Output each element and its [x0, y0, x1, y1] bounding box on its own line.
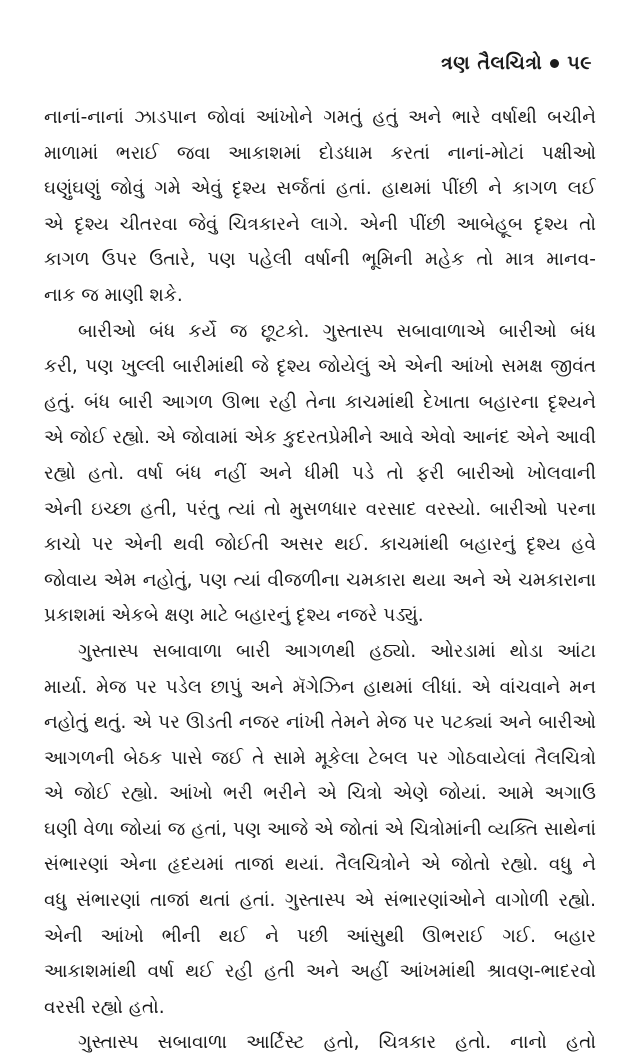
text-line: આગળની બેઠક પાસે જઈ તે સામે મૂકેલા ટેબલ પર ગોઠવાયેલાં તૈલચિત્રો	[44, 747, 596, 769]
text-line: એ જોઈ રહ્યો. એ જોવામાં એક કુદરતપ્રેમીને આવે એવો આનંદ એને આવી	[44, 427, 596, 449]
header-title: ત્રણ તૈલચિત્રો	[441, 52, 543, 74]
text-line: એ જોઈ રહ્યો. આંખો ભરી ભરીને એ ચિત્રો એણે જોયાં. આમે અગાઉ	[44, 783, 596, 805]
running-header	[441, 52, 592, 74]
text-line: કાચો પર એની થવી જોઈતી અસર થઈ. કાચમાંથી બહારનું દૃશ્ય હવે	[44, 534, 596, 556]
text-line: નાક જ માણી શકે.	[44, 284, 183, 306]
text-line: નાનાં-નાનાં ઝાડપાન જોવાં આંખોને ગમતું હતું અને ભારે વર્ષાથી બચીને	[44, 107, 596, 128]
text-line: કરી, પણ ખુલ્લી બારીમાંથી જે દૃશ્ય જોયેલું એ એની આંખો સમક્ષ જીવંત	[44, 356, 596, 378]
text-line: વધુ સંભારણાં તાજાં થતાં હતાં. ગુસ્તાસ્પ એ સંભારણાંઓને વાગોળી રહ્યો.	[44, 890, 596, 912]
text-line: સંભારણાં એના હૃદયમાં તાજાં થયાં. તૈલચિત્રોને એ જોતો રહ્યો. વધુ ને	[44, 854, 596, 876]
text-line: એની આંખો ભીની થઈ ને પછી આંસુથી ઊભરાઈ ગઈ. બહાર	[44, 925, 596, 947]
text-line: માળામાં ભરાઈ જવા આકાશમાં દોડધામ કરતાં નાનાં-મોટાં પક્ષીઓ	[44, 142, 596, 164]
text-line: ગુસ્તાસ્પ સબાવાળા આર્ટિસ્ટ હતો, ચિત્રકાર હતો. નાનો હતો	[78, 1032, 596, 1054]
text-line: એ દૃશ્ય ચીતરવા જેવું ચિત્રકારને લાગે. એની પીંછી આબેહૂબ દૃશ્ય તો	[44, 213, 596, 235]
text-line: બારીઓ બંધ કર્યે જ છૂટકો. ગુસ્તાસ્પ સબાવાળાએ બારીઓ બંધ	[78, 320, 596, 342]
text-line: પ્રકાશમાં એકબે ક્ષણ માટે બહારનું દૃશ્ય નજરે પડ્યું.	[44, 605, 424, 627]
text-line: રહ્યો હતો. વર્ષા બંધ નહીં અને ધીમી પડે તો ફરી બારીઓ ખોલવાની	[44, 462, 596, 484]
text-line: જોવાય એમ નહોતું, પણ ત્યાં વીજળીના ચમકારા થયા અને એ ચમકારાના	[44, 569, 596, 591]
page-number: ૫૯	[567, 52, 592, 74]
text-line: આકાશમાંથી વર્ષા થઈ રહી હતી અને અહીં આંખમાંથી શ્રાવણ-ભાદરવો	[44, 961, 596, 983]
text-line: કાગળ ઉપર ઉતારે, પણ પહેલી વર્ષાની ભૂમિની મહેક તો માત્ર માનવ-	[44, 249, 596, 271]
text-line: ઘણી વેળા જોયાં જ હતાં, પણ આજે એ જોતાં એ ચિત્રોમાંની વ્યક્તિ સાથેનાં	[44, 818, 596, 840]
text-line: ઘણુંઘણું જોવું ગમે એવું દૃશ્ય સર્જતાં હતાં. હાથમાં પીંછી ને કાગળ લઈ	[44, 178, 596, 200]
text-line: હતું. બંધ બારી આગળ ઊભા રહી તેના કાચમાંથી દેખાતા બહારના દૃશ્યને	[44, 391, 596, 413]
text-line: એની ઇચ્છા હતી, પરંતુ ત્યાં તો મુસળધાર વરસાદ વરસ્યો. બારીઓ પરના	[44, 498, 596, 520]
bullet-separator-icon	[550, 59, 559, 68]
text-line: નહોતું થતું. એ પર ઊડતી નજર નાંખી તેમને મેજ પર પટક્યાં અને બારીઓ	[44, 712, 596, 734]
text-line: વરસી રહ્યો હતો.	[44, 996, 165, 1018]
body-text	[44, 100, 596, 1061]
text-line: ગુસ્તાસ્પ સબાવાળા બારી આગળથી હઠ્યો. ઓરડામાં થોડા આંટા	[78, 640, 596, 662]
text-line: માર્યા. મેજ પર પડેલ છાપું અને મૅગેઝિન હાથમાં લીધાં. એ વાંચવાને મન	[44, 676, 596, 698]
